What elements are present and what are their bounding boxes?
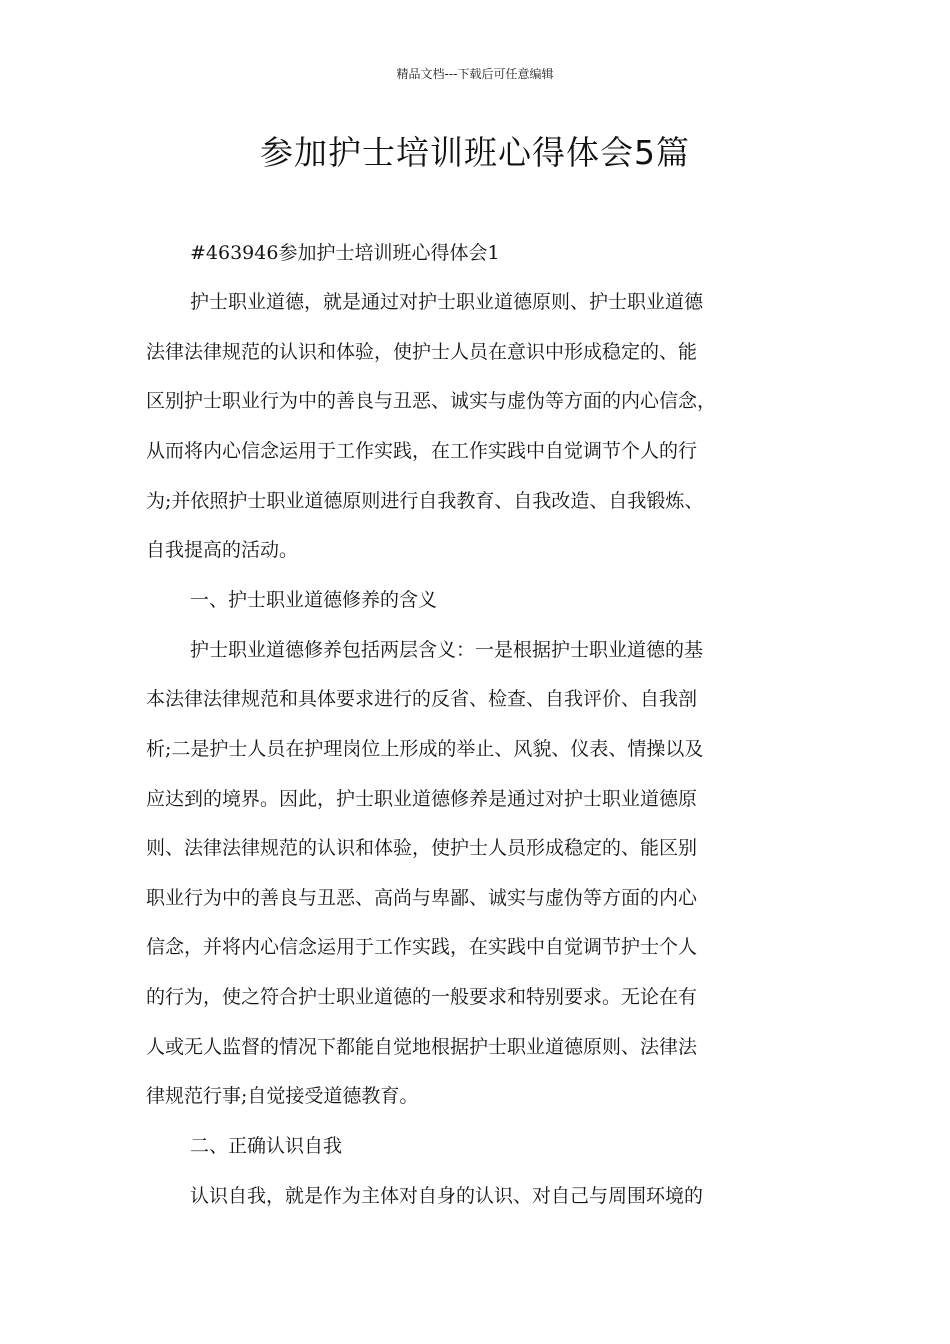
paragraph-line: 法律法律规范的认识和体验，使护士人员在意识中形成稳定的、能 — [146, 341, 698, 363]
document-title: 参加护士培训班心得体会5篇 — [260, 133, 690, 172]
paragraph-line: 的行为，使之符合护士职业道德的一般要求和特别要求。无论在有 — [146, 986, 698, 1008]
paragraph-line: 职业行为中的善良与丑恶、高尚与卑鄙、诚实与虚伪等方面的内心 — [146, 887, 698, 909]
header-note: 精品文档---下载后可任意编辑 — [396, 67, 554, 81]
paragraph-line: 区别护士职业行为中的善良与丑恶、诚实与虚伪等方面的内心信念， — [146, 390, 717, 412]
paragraph-line: 从而将内心信念运用于工作实践，在工作实践中自觉调节个人的行 — [146, 440, 698, 462]
paragraph-line: 信念，并将内心信念运用于工作实践，在实践中自觉调节护士个人 — [146, 936, 698, 958]
paragraph-line: 本法律法律规范和具体要求进行的反省、检查、自我评价、自我剖 — [146, 688, 698, 710]
section-heading-1: #463946参加护士培训班心得体会1 — [190, 242, 500, 264]
paragraph-line: 应达到的境界。因此，护士职业道德修养是通过对护士职业道德原 — [146, 788, 698, 810]
section-heading-2: 一、护士职业道德修养的含义 — [190, 589, 438, 611]
paragraph-line: 认识自我，就是作为主体对自身的认识、对自己与周围环境的 — [190, 1185, 704, 1207]
section-heading-3: 二、正确认识自我 — [190, 1135, 343, 1157]
paragraph-line: 律规范行事;自觉接受道德教育。 — [146, 1085, 419, 1107]
paragraph-line: 人或无人监督的情况下都能自觉地根据护士职业道德原则、法律法 — [146, 1036, 698, 1058]
paragraph-line: 护士职业道德，就是通过对护士职业道德原则、护士职业道德 — [190, 291, 704, 313]
paragraph-line: 为;并依照护士职业道德原则进行自我教育、自我改造、自我锻炼、 — [146, 490, 704, 512]
paragraph-line: 护士职业道德修养包括两层含义：一是根据护士职业道德的基 — [190, 639, 704, 661]
paragraph-line: 则、法律法律规范的认识和体验，使护士人员形成稳定的、能区别 — [146, 837, 698, 859]
paragraph-line: 自我提高的活动。 — [146, 539, 299, 561]
paragraph-line: 析;二是护士人员在护理岗位上形成的举止、风貌、仪表、情操以及 — [146, 738, 704, 760]
